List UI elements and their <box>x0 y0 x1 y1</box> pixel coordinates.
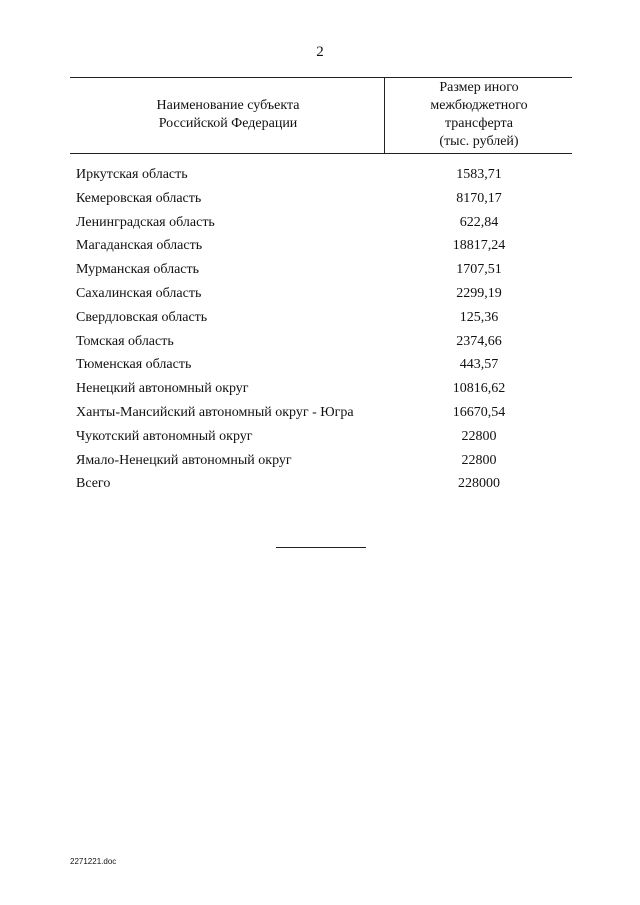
table-row <box>0 308 640 332</box>
table-row-total <box>0 474 640 498</box>
table-row <box>0 189 640 213</box>
subject-name: Ленинградская область <box>76 214 215 230</box>
header-column-divider <box>384 77 385 153</box>
table-row <box>0 260 640 284</box>
transfer-amount: 8170,17 <box>456 190 502 206</box>
table-row <box>0 427 640 451</box>
table-row <box>0 379 640 403</box>
transfer-amount: 622,84 <box>459 214 499 230</box>
header-subject-name <box>72 97 384 133</box>
transfer-amount: 16670,54 <box>452 404 506 420</box>
transfer-amount: 1707,51 <box>456 262 502 278</box>
table-row <box>0 165 640 189</box>
transfer-amount: 18817,24 <box>452 238 506 254</box>
header-transfer-amount-line: (тыс. рублей) <box>439 134 519 149</box>
subject-name: Сахалинская область <box>76 285 202 301</box>
table-body <box>0 165 640 498</box>
header-transfer-amount-line: Размер иного <box>439 80 519 95</box>
transfer-amount: 10816,62 <box>452 381 506 397</box>
transfer-amount: 22800 <box>461 428 497 444</box>
table-header-bottom-rule <box>70 153 572 154</box>
subject-name: Чукотский автономный округ <box>76 428 253 444</box>
header-subject-name-line: Российской Федерации <box>158 116 298 131</box>
header-transfer-amount-line: межбюджетного <box>430 98 528 113</box>
transfer-amount: 2299,19 <box>456 285 502 301</box>
header-subject-name-line: Наименование субъекта <box>156 98 300 113</box>
table-row <box>0 213 640 237</box>
transfer-amount: 2374,66 <box>456 333 502 349</box>
subject-name: Ямало-Ненецкий автономный округ <box>76 452 292 468</box>
table-row <box>0 284 640 308</box>
table-row <box>0 236 640 260</box>
transfer-amount: 443,57 <box>459 357 499 373</box>
header-transfer-amount-line: трансферта <box>445 116 513 131</box>
total-label: Всего <box>76 476 111 492</box>
subject-name: Иркутская область <box>76 167 188 182</box>
subject-name: Тюменская область <box>76 357 192 373</box>
transfer-amount: 125,36 <box>459 309 499 325</box>
table-row <box>0 355 640 379</box>
table-top-rule <box>70 77 572 78</box>
transfer-amount: 1583,71 <box>456 167 502 182</box>
table-row <box>0 403 640 427</box>
transfer-amount: 22800 <box>461 452 497 468</box>
subject-name: Магаданская область <box>76 238 203 254</box>
header-transfer-amount <box>386 79 572 151</box>
subject-name: Ненецкий автономный округ <box>76 381 249 397</box>
table-row <box>0 332 640 356</box>
end-of-table-rule <box>276 547 366 548</box>
subject-name: Мурманская область <box>76 262 200 278</box>
subject-name: Ханты-Мансийский автономный округ - Югра <box>76 404 354 420</box>
page-number: 2 <box>316 44 324 60</box>
subject-name: Свердловская область <box>76 309 208 325</box>
subject-name: Томская область <box>76 333 174 349</box>
total-amount: 228000 <box>458 476 500 492</box>
document-file-name: 2271221.doc <box>70 857 117 866</box>
table-row <box>0 451 640 475</box>
subject-name: Кемеровская область <box>76 190 202 206</box>
